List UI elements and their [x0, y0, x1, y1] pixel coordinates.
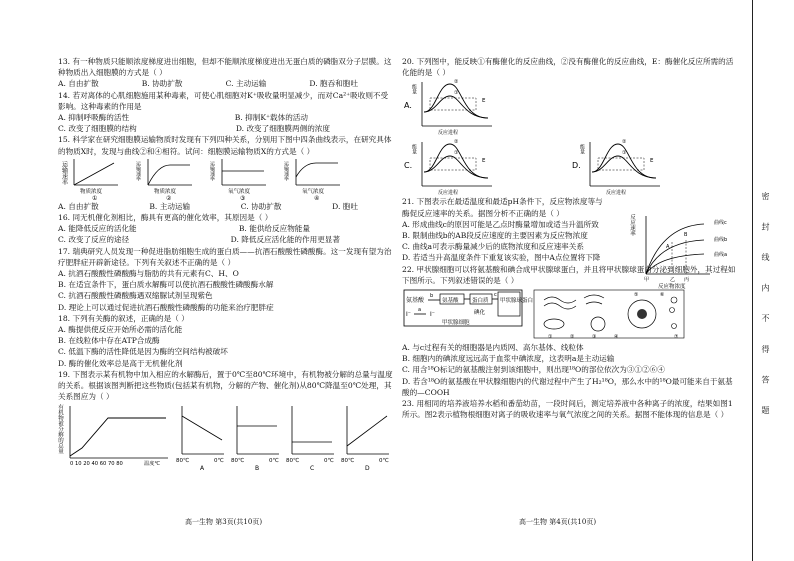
- q22-amino-inside: 氨基酸: [442, 298, 459, 305]
- left-page: [58, 56, 393, 472]
- q14-option-d: D. 改变了细胞膜两侧的浓度: [235, 124, 330, 134]
- q21-option-c: C. 曲线a可表示酶量减少后的底物浓度和反应速率关系: [402, 242, 584, 252]
- q18-option-c: C. 低温下酶的活性降低是因为酶的空间结构被破坏: [58, 347, 228, 357]
- q22-cell-label-7: ⑦: [674, 334, 679, 341]
- q19-stem: 19. 下图表示某有机物中加入相应的水解酶后，置于0℃至80℃环境中，有机物被分解的总量与温度的关系。根据该图判断把这些物质(包括某有机物，分解的产物、催化剂)从80℃降温至0℃处理，其关系图应为（ ）: [58, 369, 393, 402]
- q19-main-ylabel: 有机物被分解的总量: [57, 404, 63, 454]
- q21-point-jia: 甲: [644, 277, 650, 283]
- q21-point-b: B: [684, 232, 688, 238]
- q19-a-right: 0℃: [214, 458, 224, 465]
- q16-option-d: D. 降低反应活化能的作用更显著: [230, 235, 340, 245]
- q21-graph: [629, 212, 740, 290]
- q20-dashed-box: [598, 158, 644, 170]
- q23-stem: 23. 用相同的培养液培养水稻和番茄幼苗，一段时间后，测定培养液中各种离子的浓度，结果如图1所示。图2表示植物根细胞对离子的吸收速率与氧气浓度之间的关系。据图不能体现的信息是（ ）: [402, 399, 733, 420]
- left-footer: 高一生物 第3页(共10页): [185, 518, 263, 526]
- q22-option-b: B. 细胞内的碘浓度远远高于血浆中碘浓度，这表明a是主动运输: [402, 354, 615, 364]
- q19-c-right: 0℃: [324, 458, 334, 465]
- q21-point-a: A: [666, 244, 670, 250]
- margin-line: [752, 0, 753, 561]
- q14-options-1: [58, 112, 308, 123]
- q15-graph-2: [135, 159, 193, 202]
- q15-stem: 15. 科学家在研究细胞膜运输物质时发现有下列四种关系，分别用下图中四条曲线表示，在研究具体的物质X时，发现与曲线②和④相符。试问：细胞膜运输物质X的方式是（ ）: [58, 135, 392, 156]
- q20-curve-1: [592, 156, 656, 178]
- q22-iodine: 碘化: [474, 310, 486, 317]
- q15-graph-1: [61, 159, 119, 202]
- q16-option-a: A. 能降低反应的活化能: [58, 224, 137, 234]
- q19-main-xlabel: 温度℃: [144, 461, 161, 468]
- q20-curve-1-label: ①: [454, 150, 459, 157]
- q14-option-a: A. 抑制呼吸酶的活性: [58, 113, 130, 123]
- q20-curve-1: [424, 96, 488, 118]
- q22-cell-label-2: ②: [570, 334, 575, 341]
- q20-dashed-box: [430, 98, 476, 110]
- q15-graph-1-xlabel: 物质浓度: [80, 188, 103, 195]
- q20-ylabel: 能量: [411, 84, 417, 95]
- q22-cell-label-3: ③: [592, 334, 597, 341]
- q13-stem: 13. 有一种物质只能顺浓度梯度进出细胞，但却不能顺浓度梯度进出无蛋白质的磷脂双分子层膜。这种物质出入细胞膜的方式是（ ）: [58, 57, 392, 78]
- q22-cell-label-1: ①: [548, 334, 553, 341]
- q21-curve-c-label: 曲线c: [714, 220, 727, 226]
- q15-graph-4-num: ④: [314, 194, 320, 202]
- q15-graph-2-ylabel: 运输速率: [135, 160, 141, 181]
- q20-xlabel: 反应进程: [438, 190, 459, 197]
- q21-option-b: B. 限制曲线b的AB段反应速度的主要因素为反应物浓度: [402, 231, 588, 241]
- q15-graph-4: [283, 159, 341, 202]
- q15-graph-3-ylabel: 运输速率: [209, 160, 215, 181]
- q15-graph-3-num: ③: [240, 194, 246, 202]
- q19-d-right: 0℃: [379, 458, 389, 465]
- q20-ylabel: 能量: [579, 144, 585, 155]
- q15-graph-2-xlabel: 物质浓度: [154, 188, 177, 195]
- q22-label-c: c: [494, 292, 497, 299]
- q19-c-left: 80℃: [286, 458, 300, 465]
- q20-e-label: E: [482, 98, 486, 105]
- q17-option-c: C. 抗酒石酸酸性磷酸酶遇双缩脲试剂呈现紫色: [58, 291, 213, 301]
- q19-b-left: 80℃: [231, 458, 245, 465]
- q22-cell-label-6: ⑥: [660, 292, 665, 299]
- q19-graph-a: [176, 406, 224, 472]
- q15-option-d: D. 胞吐: [332, 201, 358, 211]
- q20-panel-c: [404, 139, 492, 196]
- q21-stem: 21. 下图表示在最适温度和最适pH条件下，反应物浓度等与酶促反应速率的关系。据图分析不正确的是（ ）: [402, 197, 603, 218]
- q22-label-b: b: [430, 293, 434, 300]
- q21-curve-b-label: 曲线b: [714, 237, 728, 243]
- q16-option-c: C. 改变了反应的途径: [58, 235, 130, 245]
- q15-graph-4-ylabel: 运输速率: [283, 160, 289, 181]
- q14-stem: 14. 若对离体的心肌细胞施用某种毒素，可使心肌细胞对K⁺吸收量明显减少，而对Ca²⁺吸收则不受影响。这种毒素的作用是: [58, 90, 389, 111]
- q20-ylabel: 能量: [411, 144, 417, 155]
- q22-option-c: C. 用含¹⁸O标记的氨基酸注射到该细胞中，则出现¹⁸O的部位依次为③①②⑥④: [402, 365, 665, 375]
- q20-curve-1: [424, 156, 488, 178]
- q16-option-b: B. 能供给反应物能量: [238, 224, 310, 234]
- q15-option-b: B. 主动运输: [149, 201, 191, 211]
- q15-graphs: [58, 157, 358, 201]
- q15-graph-3-xlabel: 氧气浓度: [228, 188, 251, 195]
- q22-option-d: D. 若含¹⁸O的氨基酸在甲状腺细胞内的代谢过程中产生了H₂¹⁸O，那么水中的¹⁸O最可能来自于氨基酸的—COOH: [402, 376, 733, 397]
- q15-options: [58, 201, 358, 212]
- q20-dashed-box: [430, 158, 476, 170]
- q19-b-right: 0℃: [269, 458, 279, 465]
- q22-stem: 22. 甲状腺细胞可以将氨基酸和碘合成甲状腺球蛋白，并且将甲状腺球蛋白分泌到细胞外，其过程如下图所示。下列叙述错误的是（ ）: [402, 264, 736, 285]
- q20-curve-1-label: ①: [622, 150, 627, 157]
- q18-option-d: D. 酶的催化效率总是高于无机催化剂: [58, 358, 183, 368]
- q22-amino-outside: 氨基酸: [406, 297, 425, 305]
- q20-e-label: E: [482, 158, 486, 165]
- q22-iodide-outside: I⁻: [406, 311, 411, 319]
- q19-main-xticks: 0 10 20 40 60 70 80: [70, 461, 123, 468]
- q17-stem: 17. 瑞典研究人员发现一种促进脂肪细胞生成的蛋白质——抗酒石酸酸性磷酸酶。这一发现有望为治疗肥胖症开辟新途径。下列有关叙述不正确的是（ ）: [58, 246, 392, 267]
- q22-cell-drawing: [534, 290, 684, 340]
- q21-curve-b: [646, 240, 704, 274]
- q15-graph-2-num: ②: [166, 194, 172, 202]
- q16-options-2: [58, 234, 340, 245]
- q22-iodide-inside: I⁻: [430, 311, 435, 319]
- q21-xlabel: 反应物浓度: [658, 284, 686, 290]
- q13-option-d: D. 胞吞和胞吐: [309, 79, 358, 89]
- q20-xlabel: 反应进程: [606, 190, 627, 197]
- q21-point-bing: 丙: [684, 277, 690, 283]
- q14-option-c: C. 改变了细胞膜的结构: [58, 124, 137, 134]
- q20-curve-2-label: ②: [454, 79, 459, 86]
- q20-curve-1-label: ①: [454, 90, 459, 97]
- q20-panel-letter: C.: [404, 161, 413, 171]
- q19-b-letter: B: [255, 465, 260, 473]
- q21-ylabel: 反应速率: [629, 214, 635, 236]
- q18-stem: 18. 下列有关酶的叙述，正确的是（ ）: [58, 313, 189, 323]
- q15-graph-1-ylabel: 运输速率: [60, 160, 68, 185]
- seal-line-label: 密 封 线 内 不 得 答 题: [761, 192, 770, 424]
- q19-graph-d: [341, 406, 389, 472]
- q21-option-a: A. 形成曲线c的原因可能是乙点时酶量增加或适当升温所致: [402, 219, 599, 229]
- right-footer: 高一生物 第4页(共10页): [519, 518, 597, 526]
- q22-option-a: A. 与c过程有关的细胞器是内质网、高尔基体、线粒体: [402, 343, 584, 353]
- q17-option-b: B. 在适宜条件下，蛋白质水解酶可以使抗酒石酸酸性磷酸酶水解: [58, 280, 274, 290]
- q14-options-2: [58, 123, 330, 134]
- q14-option-b: B. 抑制K⁺载体的活动: [234, 113, 308, 123]
- q21-option-d: D. 若适当升高温度条件下重复该实验，图中A点位置将下降: [402, 253, 601, 263]
- q19-d-left: 80℃: [341, 458, 355, 465]
- q19-graph-b: [231, 406, 279, 472]
- q19-graph-c: [286, 406, 334, 472]
- q22-diagram: [402, 286, 740, 342]
- q18-option-a: A. 酶提供使反应开始所必需的活化能: [58, 325, 183, 335]
- q18-option-b: B. 在线粒体中存在ATP合成酶: [58, 336, 160, 346]
- q22-label-a: a: [418, 307, 422, 314]
- q15-option-a: A. 自由扩散: [58, 201, 99, 211]
- q22-cell-label: 甲状腺细胞: [442, 320, 470, 327]
- q22-protein: 蛋白质: [472, 298, 489, 305]
- q13-options: [58, 78, 358, 89]
- q20-graphs: [402, 78, 740, 196]
- q13-option-c: C. 主动运输: [225, 79, 267, 89]
- q19-graphs: [58, 402, 393, 472]
- q20-stem: 20. 下列图中，能反映①有酶催化的反应曲线，②没有酶催化的反应曲线，E：酶催化反应所需的活化能的是（ ）: [402, 57, 734, 78]
- q17-option-d: D. 理论上可以通过促进抗酒石酸酸性磷酸酶的功能来治疗肥胖症: [58, 302, 274, 312]
- q15-graph-4-xlabel: 氧气浓度: [302, 188, 325, 195]
- q19-a-letter: A: [200, 465, 205, 473]
- q21-point-yi: 乙: [670, 277, 676, 283]
- q20-curve-2-label: ②: [454, 139, 459, 146]
- q20-panel-d: [572, 139, 660, 196]
- q20-curve-2-label: ②: [622, 139, 627, 146]
- q21-curve-a-label: 曲线a: [714, 252, 728, 258]
- q19-a-left: 80℃: [176, 458, 190, 465]
- q13-option-b: B. 协助扩散: [141, 79, 183, 89]
- q22-cell-label-5: ⑤: [634, 292, 639, 299]
- q20-panel-letter: A.: [404, 101, 412, 111]
- q21-curve-c: [646, 224, 704, 274]
- q19-main-graph: [57, 403, 168, 467]
- q22-thyroglobulin: 甲状腺球蛋白: [500, 298, 534, 305]
- q21-curve-a: [646, 254, 704, 274]
- q19-d-letter: D: [365, 465, 370, 473]
- q20-panel-a: [404, 79, 492, 136]
- q16-options-1: [58, 223, 310, 234]
- q15-option-c: C. 协助扩散: [240, 201, 282, 211]
- q20-panel-letter: D.: [572, 161, 581, 171]
- q15-graph-1-num: ①: [92, 194, 98, 202]
- right-page: [402, 56, 740, 420]
- q16-stem: 16. 同无机催化剂相比，酶具有更高的催化效率，其原因是（ ）: [58, 213, 273, 223]
- q22-cell-label-4: ④: [614, 334, 619, 341]
- q20-e-label: E: [650, 158, 654, 165]
- q22-flowchart: [404, 290, 533, 326]
- q20-xlabel: 反应进程: [438, 130, 459, 137]
- q13-option-a: A. 自由扩散: [58, 79, 99, 89]
- q17-option-a: A. 抗酒石酸酸性磷酸酶与脂肪的共有元素有C、H、O: [58, 269, 239, 279]
- q15-graph-3: [209, 159, 267, 202]
- q19-c-letter: C: [310, 465, 315, 473]
